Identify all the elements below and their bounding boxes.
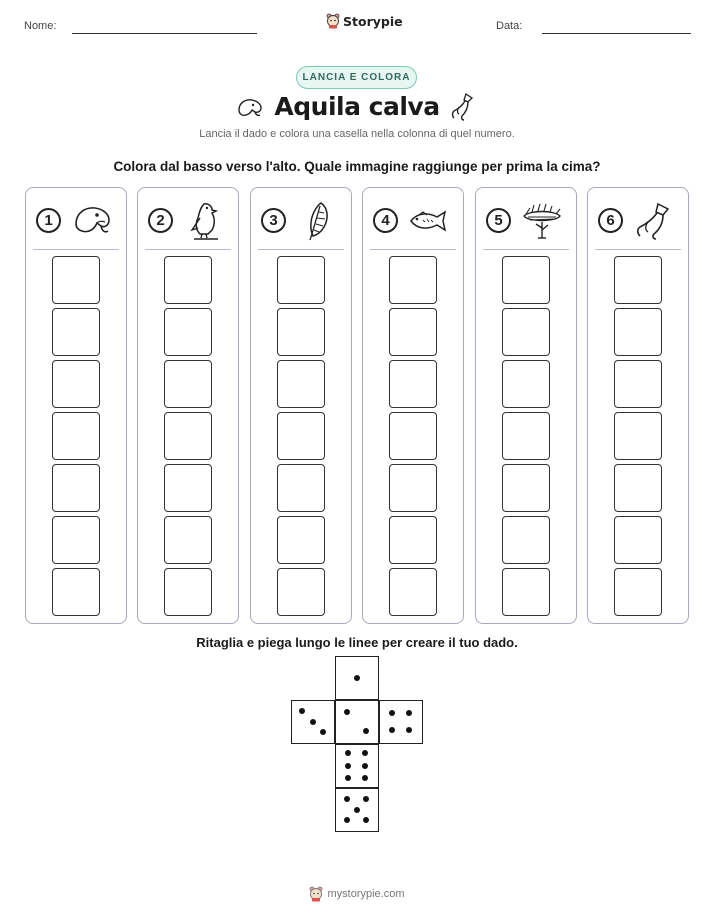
color-cell[interactable] <box>277 568 325 616</box>
color-cell[interactable] <box>164 412 212 460</box>
color-cell[interactable] <box>502 516 550 564</box>
color-cell[interactable] <box>389 412 437 460</box>
color-cell[interactable] <box>277 516 325 564</box>
die-instruction: Ritaglia e piega lungo le linee per creare il tuo dado. <box>196 635 518 650</box>
die-pip <box>354 675 360 681</box>
die-pip <box>344 709 350 715</box>
die-face-4 <box>379 700 423 744</box>
color-cell[interactable] <box>502 360 550 408</box>
color-cell[interactable] <box>614 308 662 356</box>
color-cell[interactable] <box>389 308 437 356</box>
talon-icon <box>632 200 676 242</box>
die-face-6 <box>335 744 379 788</box>
footer <box>0 886 714 902</box>
activity-badge: LANCIA E COLORA <box>296 66 417 89</box>
die-pip <box>406 710 412 716</box>
color-cell[interactable] <box>389 516 437 564</box>
die-pip <box>363 728 369 734</box>
die-pip <box>345 763 351 769</box>
color-cell[interactable] <box>52 256 100 304</box>
color-cell[interactable] <box>614 516 662 564</box>
date-label: Data: <box>496 20 523 32</box>
date-line[interactable] <box>542 33 691 34</box>
column-2 <box>137 187 239 624</box>
color-cell[interactable] <box>614 360 662 408</box>
subtitle: Lancia il dado e colora una casella nella colonna di quel numero. <box>199 128 515 140</box>
die-pip <box>345 775 351 781</box>
footer-url: mystorypie.com <box>327 888 405 900</box>
die-pip <box>362 750 368 756</box>
die-face-1 <box>335 656 379 700</box>
nest-icon <box>520 200 564 242</box>
column-5 <box>475 187 577 624</box>
color-cell[interactable] <box>277 412 325 460</box>
color-cell[interactable] <box>164 256 212 304</box>
color-cell[interactable] <box>389 360 437 408</box>
column-number: 1 <box>36 208 61 233</box>
color-cell[interactable] <box>389 568 437 616</box>
color-cell[interactable] <box>52 464 100 512</box>
die-face-3 <box>291 700 335 744</box>
column-number: 4 <box>373 208 398 233</box>
die-pip <box>299 708 305 714</box>
die-pip <box>354 807 360 813</box>
eagle-head-icon <box>70 200 114 242</box>
column-4 <box>362 187 464 624</box>
name-line[interactable] <box>72 33 257 34</box>
color-cell[interactable] <box>164 464 212 512</box>
die-pip <box>363 796 369 802</box>
brand-name: Storypie <box>343 13 403 29</box>
fish-icon <box>407 200 451 242</box>
color-cell[interactable] <box>52 412 100 460</box>
column-number: 6 <box>598 208 623 233</box>
storypie-mascot-icon <box>326 13 340 29</box>
color-cell[interactable] <box>389 464 437 512</box>
color-cell[interactable] <box>277 308 325 356</box>
color-cell[interactable] <box>52 568 100 616</box>
color-cell[interactable] <box>389 256 437 304</box>
color-cell[interactable] <box>502 568 550 616</box>
color-cell[interactable] <box>614 256 662 304</box>
die-pip <box>345 750 351 756</box>
color-cell[interactable] <box>164 308 212 356</box>
color-cell[interactable] <box>614 568 662 616</box>
column-6 <box>587 187 689 624</box>
color-cell[interactable] <box>502 308 550 356</box>
die-pip <box>310 719 316 725</box>
page-title: Aquila calva <box>274 92 440 121</box>
perched-eagle-icon <box>182 200 226 242</box>
die-pip <box>344 817 350 823</box>
die-pip <box>389 727 395 733</box>
color-cell[interactable] <box>164 516 212 564</box>
color-cell[interactable] <box>277 256 325 304</box>
talon-title-icon <box>450 92 476 122</box>
color-cell[interactable] <box>502 412 550 460</box>
color-cell[interactable] <box>614 412 662 460</box>
color-cell[interactable] <box>164 360 212 408</box>
color-cell[interactable] <box>52 308 100 356</box>
color-cell[interactable] <box>502 464 550 512</box>
color-cell[interactable] <box>277 464 325 512</box>
die-face-5 <box>335 788 379 832</box>
die-pip <box>320 729 326 735</box>
color-cell[interactable] <box>502 256 550 304</box>
column-number: 3 <box>261 208 286 233</box>
die-pip <box>406 727 412 733</box>
feather-icon <box>295 200 339 242</box>
column-number: 2 <box>148 208 173 233</box>
color-cell[interactable] <box>164 568 212 616</box>
color-cell[interactable] <box>52 516 100 564</box>
color-cell[interactable] <box>277 360 325 408</box>
die-pip <box>389 710 395 716</box>
color-cell[interactable] <box>614 464 662 512</box>
column-number: 5 <box>486 208 511 233</box>
die-pip <box>344 796 350 802</box>
column-3 <box>250 187 352 624</box>
storypie-logo <box>326 13 403 29</box>
die-pip <box>362 763 368 769</box>
column-1 <box>25 187 127 624</box>
instruction-text: Colora dal basso verso l'alto. Quale immagine raggiunge per prima la cima? <box>113 159 601 174</box>
color-cell[interactable] <box>52 360 100 408</box>
name-label: Nome: <box>24 20 57 32</box>
storypie-mascot-icon <box>309 886 323 902</box>
die-pip <box>362 775 368 781</box>
die-face-2 <box>335 700 379 744</box>
die-pip <box>363 817 369 823</box>
